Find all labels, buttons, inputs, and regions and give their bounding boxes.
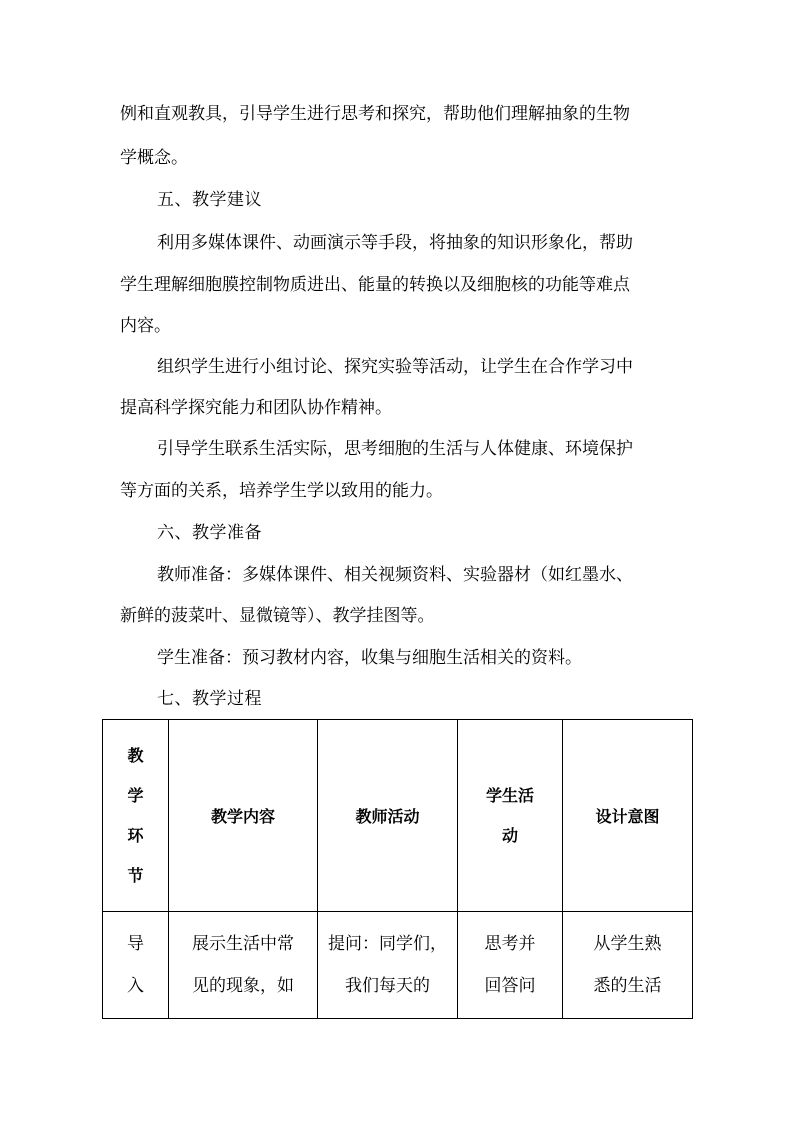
header-student-activity bbox=[458, 720, 563, 912]
section-heading: 五、教学建议 bbox=[157, 190, 262, 210]
cell-line: 悉的生活 bbox=[593, 976, 662, 996]
header-design-intent: 设计意图 bbox=[563, 720, 693, 912]
cell-design-intent bbox=[563, 912, 693, 1019]
cell-line: 思考并 bbox=[484, 934, 536, 954]
paragraph-line: 内容。 bbox=[120, 316, 171, 336]
section-heading: 七、教学过程 bbox=[157, 689, 262, 709]
paragraph-line: 组织学生进行小组讨论、探究实验等活动，让学生在合作学习中 bbox=[157, 357, 633, 377]
header-stage-char: 教 bbox=[127, 745, 144, 765]
paragraph-line: 例和直观教具，引导学生进行思考和探究，帮助他们理解抽象的生物 bbox=[120, 104, 630, 124]
cell-line: 提问：同学们， bbox=[328, 934, 447, 954]
paragraph-line: 利用多媒体课件、动画演示等手段，将抽象的知识形象化，帮助 bbox=[157, 233, 633, 253]
header-teacher-activity: 教师活动 bbox=[318, 720, 458, 912]
header-stage-char: 学 bbox=[127, 785, 144, 805]
cell-line: 从学生熟 bbox=[593, 934, 662, 954]
paragraph-line: 学生准备：预习教材内容，收集与细胞生活相关的资料。 bbox=[157, 648, 582, 668]
section-heading: 六、教学准备 bbox=[157, 523, 262, 543]
cell-stage bbox=[103, 912, 169, 1019]
paragraph-line: 教师准备：多媒体课件、相关视频资料、实验器材（如红墨水、 bbox=[157, 565, 633, 585]
cell-line: 导 bbox=[127, 934, 144, 954]
cell-line: 入 bbox=[127, 976, 144, 996]
header-stage bbox=[103, 720, 169, 912]
teaching-process-table bbox=[102, 719, 693, 1019]
cell-teacher-activity bbox=[318, 912, 458, 1019]
header-stage-char: 节 bbox=[127, 865, 144, 885]
paragraph-line: 学概念。 bbox=[120, 148, 188, 168]
header-stage-char: 环 bbox=[127, 825, 144, 845]
cell-line: 回答问 bbox=[484, 976, 536, 996]
paragraph-line: 学生理解细胞膜控制物质进出、能量的转换以及细胞核的功能等难点 bbox=[120, 275, 630, 295]
paragraph-line: 新鲜的菠菜叶、显微镜等）、教学挂图等。 bbox=[120, 606, 435, 626]
paragraph-line: 提高科学探究能力和团队协作精神。 bbox=[120, 398, 392, 418]
header-student-activity-line: 学生活 bbox=[485, 785, 534, 805]
header-student-activity-line: 动 bbox=[501, 825, 518, 845]
paragraph-line: 引导学生联系生活实际，思考细胞的生活与人体健康、环境保护 bbox=[157, 439, 633, 459]
cell-line: 见的现象，如 bbox=[192, 976, 294, 996]
cell-line: 展示生活中常 bbox=[192, 934, 294, 954]
table-row bbox=[103, 912, 693, 1019]
paragraph-line: 等方面的关系，培养学生学以致用的能力。 bbox=[120, 481, 443, 501]
header-content: 教学内容 bbox=[169, 720, 318, 912]
cell-line: 我们每天的 bbox=[345, 976, 430, 996]
table-header-row bbox=[103, 720, 693, 912]
cell-student-activity bbox=[458, 912, 563, 1019]
cell-content bbox=[169, 912, 318, 1019]
